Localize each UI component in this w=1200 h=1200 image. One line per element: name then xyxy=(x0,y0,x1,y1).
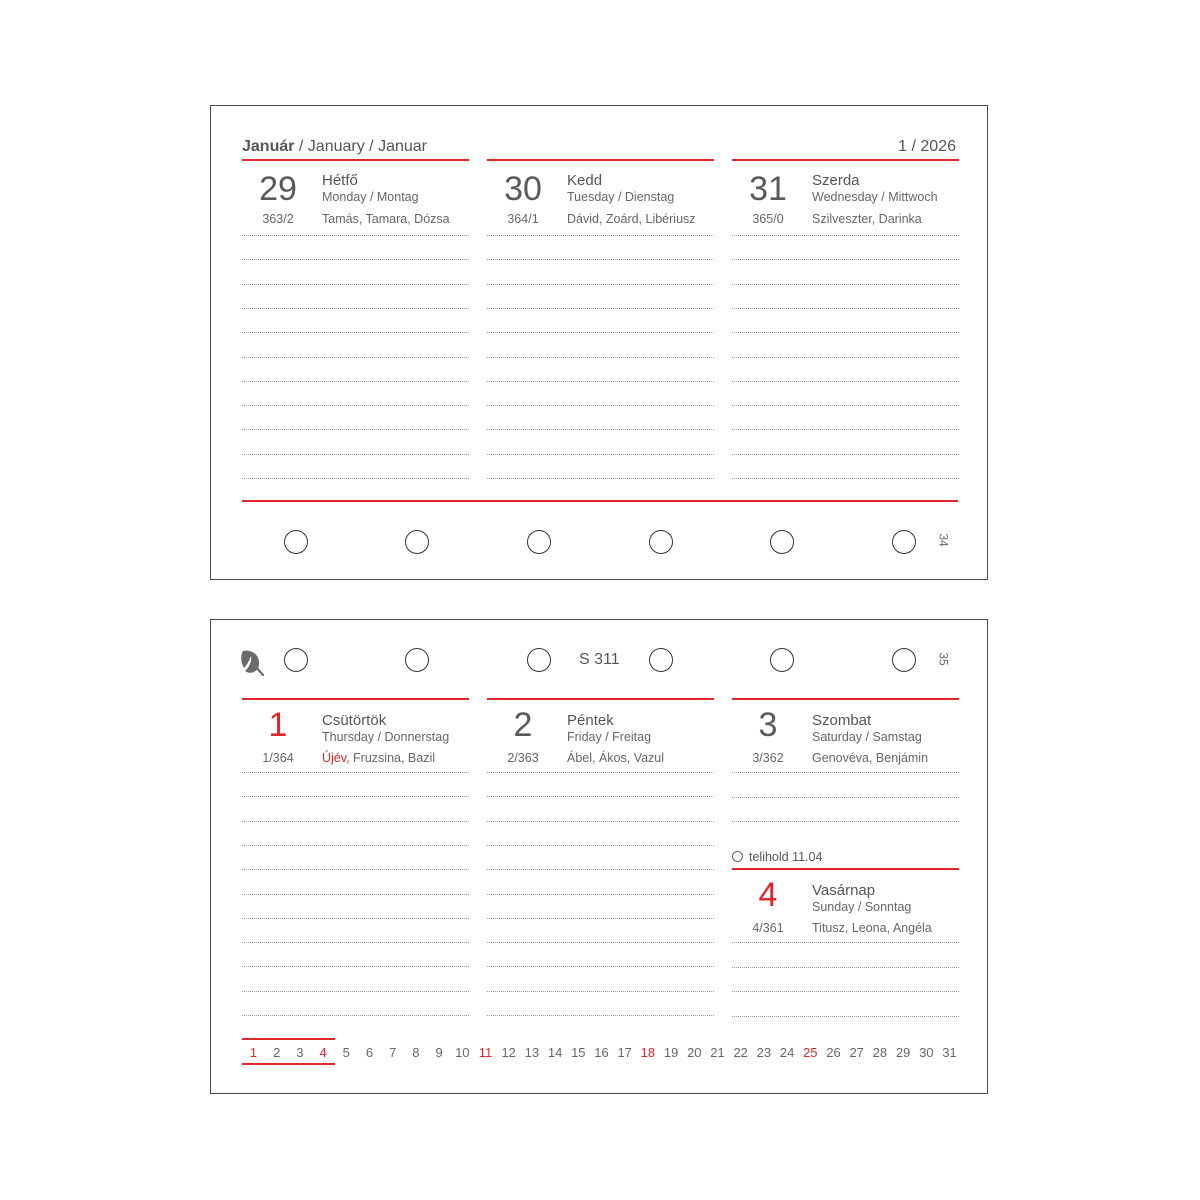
month-strip-day[interactable]: 19 xyxy=(663,1045,679,1060)
dotted-writing-line xyxy=(487,942,714,943)
dotted-writing-line xyxy=(242,284,469,285)
dotted-writing-line xyxy=(487,991,714,992)
dotted-writing-line xyxy=(487,332,714,333)
dotted-writing-line xyxy=(242,357,469,358)
day-of-year-code: 3/362 xyxy=(752,751,784,765)
month-strip-day[interactable]: 24 xyxy=(779,1045,795,1060)
name-days: Genovéva, Benjámin xyxy=(812,751,929,765)
dotted-writing-line xyxy=(487,845,714,846)
dotted-writing-line xyxy=(242,478,469,479)
punch-hole xyxy=(405,648,429,672)
day-name-hu: Kedd xyxy=(567,172,603,189)
day-column-2 xyxy=(487,698,714,1023)
month-strip-day[interactable]: 14 xyxy=(547,1045,563,1060)
current-week-marker-bottom xyxy=(242,1063,335,1065)
bottom-divider-red xyxy=(242,500,958,502)
name-days-text: Fruzsina, Bazil xyxy=(349,751,436,765)
month-strip-day[interactable]: 2 xyxy=(273,1045,281,1060)
month-translations: / January / Januar xyxy=(294,138,427,155)
day-of-year-code: 2/363 xyxy=(507,751,539,765)
dotted-writing-line xyxy=(487,357,714,358)
dotted-writing-line xyxy=(242,405,469,406)
day-name-hu: Szombat xyxy=(812,712,872,729)
day-number: 31 xyxy=(749,170,787,208)
day-divider-red xyxy=(242,159,469,161)
dotted-writing-line xyxy=(732,284,959,285)
day-column-30 xyxy=(487,159,714,489)
dotted-writing-line xyxy=(487,284,714,285)
month-strip-day[interactable]: 23 xyxy=(756,1045,772,1060)
dotted-writing-line xyxy=(487,381,714,382)
moon-phase-label: telihold 11.04 xyxy=(749,850,823,864)
punch-hole xyxy=(527,648,551,672)
page-number: 34 xyxy=(936,533,951,547)
day-name-en-de: Friday / Freitag xyxy=(567,730,652,744)
leaf-logo-icon xyxy=(240,647,264,677)
dotted-writing-line xyxy=(242,821,469,822)
dotted-writing-line xyxy=(732,429,959,430)
dotted-writing-line xyxy=(732,967,959,968)
dotted-writing-line xyxy=(487,772,714,773)
month-strip-day[interactable]: 11 xyxy=(478,1045,493,1060)
day-name-hu: Vasárnap xyxy=(812,882,876,899)
punch-hole xyxy=(284,530,308,554)
month-strip-day[interactable]: 29 xyxy=(895,1045,911,1060)
day-number: 29 xyxy=(259,170,297,208)
dotted-writing-line xyxy=(242,991,469,992)
day-divider-red xyxy=(732,159,959,161)
dotted-writing-line xyxy=(732,942,959,943)
month-strip-day[interactable]: 21 xyxy=(710,1045,725,1060)
moon-phase xyxy=(732,850,822,864)
dotted-writing-line xyxy=(732,797,959,798)
dotted-writing-line xyxy=(242,772,469,773)
dotted-writing-line xyxy=(242,845,469,846)
full-moon-icon xyxy=(732,851,743,862)
dotted-writing-line xyxy=(242,1015,469,1016)
dotted-writing-line xyxy=(242,332,469,333)
dotted-writing-line xyxy=(242,894,469,895)
day-divider-red xyxy=(732,698,959,700)
holiday-label: Újév, xyxy=(322,751,350,765)
page-number: 35 xyxy=(936,652,951,666)
dotted-writing-line xyxy=(487,796,714,797)
month-strip-day[interactable]: 17 xyxy=(617,1045,632,1060)
month-strip-day[interactable]: 22 xyxy=(733,1045,748,1060)
month-strip-day[interactable]: 5 xyxy=(342,1045,350,1060)
name-days: Ábel, Ákos, Vazul xyxy=(567,751,665,765)
month-strip-day[interactable]: 7 xyxy=(389,1045,397,1060)
dotted-writing-line xyxy=(242,869,469,870)
series-code: S 311 xyxy=(579,651,620,668)
day-column-1 xyxy=(242,698,469,1023)
dotted-writing-line xyxy=(487,429,714,430)
day-number: 3 xyxy=(758,706,778,744)
punch-hole xyxy=(284,648,308,672)
day-of-year-code: 1/364 xyxy=(262,751,294,765)
day-divider-red xyxy=(487,159,714,161)
dotted-writing-line xyxy=(487,966,714,967)
month-strip-day[interactable]: 15 xyxy=(571,1045,586,1060)
dotted-writing-line xyxy=(487,308,714,309)
punch-hole xyxy=(892,530,916,554)
day-of-year-code: 4/361 xyxy=(752,921,784,935)
dotted-writing-line xyxy=(487,259,714,260)
dotted-writing-line xyxy=(487,478,714,479)
month-header xyxy=(242,138,427,156)
day-column-3-4 xyxy=(732,698,959,1023)
day-name-hu: Péntek xyxy=(567,712,614,729)
day-number: 4 xyxy=(758,876,778,914)
day-name-en-de: Tuesday / Dienstag xyxy=(567,190,675,204)
month-strip-day[interactable]: 3 xyxy=(296,1045,304,1060)
month-hungarian: Január xyxy=(242,138,295,155)
day-number: 1 xyxy=(268,706,288,744)
dotted-writing-line xyxy=(487,454,714,455)
month-strip-day[interactable]: 31 xyxy=(942,1045,957,1060)
day-divider-red xyxy=(732,868,959,870)
month-strip-day[interactable]: 27 xyxy=(849,1045,864,1060)
day-of-year-code: 363/2 xyxy=(262,212,294,226)
punch-hole xyxy=(892,648,916,672)
dotted-writing-line xyxy=(242,429,469,430)
day-name-en-de: Monday / Montag xyxy=(322,190,419,204)
punch-hole xyxy=(770,530,794,554)
dotted-writing-line xyxy=(732,478,959,479)
dotted-writing-line xyxy=(732,381,959,382)
month-strip-day[interactable]: 8 xyxy=(412,1045,420,1060)
day-number: 2 xyxy=(513,706,533,744)
dotted-writing-line xyxy=(732,405,959,406)
day-name-en-de: Saturday / Samstag xyxy=(812,730,922,744)
day-column-29 xyxy=(242,159,469,489)
day-name-en-de: Thursday / Donnerstag xyxy=(322,730,450,744)
day-name-en-de: Sunday / Sonntag xyxy=(812,900,912,914)
dotted-writing-line xyxy=(732,259,959,260)
dotted-writing-line xyxy=(242,381,469,382)
current-week-marker-top xyxy=(242,1038,335,1040)
day-name-en-de: Wednesday / Mittwoch xyxy=(812,190,938,204)
name-days: Dávid, Zoárd, Libériusz xyxy=(567,212,696,226)
planner-page-bottom xyxy=(210,619,988,1094)
dotted-writing-line xyxy=(487,235,714,236)
month-day-strip xyxy=(242,1045,962,1065)
dotted-writing-line xyxy=(732,821,959,822)
month-strip-day[interactable]: 20 xyxy=(687,1045,702,1060)
month-strip-day[interactable]: 6 xyxy=(365,1045,374,1060)
month-strip-day[interactable]: 16 xyxy=(594,1045,609,1060)
month-strip-day[interactable]: 25 xyxy=(803,1045,818,1060)
dotted-writing-line xyxy=(487,894,714,895)
month-strip-day[interactable]: 28 xyxy=(872,1045,888,1060)
punch-hole xyxy=(649,648,673,672)
day-column-31 xyxy=(732,159,959,489)
dotted-writing-line xyxy=(732,235,959,236)
dotted-writing-line xyxy=(732,991,959,992)
month-strip-day[interactable]: 10 xyxy=(455,1045,470,1060)
punch-hole xyxy=(527,530,551,554)
dotted-writing-line xyxy=(487,869,714,870)
dotted-writing-line xyxy=(732,454,959,455)
dotted-writing-line xyxy=(242,308,469,309)
day-of-year-code: 365/0 xyxy=(752,212,784,226)
dotted-writing-line xyxy=(732,332,959,333)
dotted-writing-line xyxy=(242,796,469,797)
dotted-writing-line xyxy=(242,235,469,236)
month-strip-day[interactable]: 26 xyxy=(826,1045,841,1060)
dotted-writing-line xyxy=(242,918,469,919)
day-name-hu: Csütörtök xyxy=(322,712,387,729)
day-divider-red xyxy=(242,698,469,700)
day-number: 30 xyxy=(504,170,542,208)
dotted-writing-line xyxy=(242,942,469,943)
month-strip-day[interactable]: 4 xyxy=(319,1045,327,1060)
dotted-writing-line xyxy=(242,259,469,260)
punch-hole xyxy=(649,530,673,554)
name-days: Szilveszter, Darinka xyxy=(812,212,922,226)
month-strip-day[interactable]: 9 xyxy=(435,1045,443,1060)
week-label: 1 / 2026 xyxy=(898,138,956,155)
dotted-writing-line xyxy=(242,454,469,455)
month-strip-day[interactable]: 1 xyxy=(249,1045,258,1060)
name-days: Titusz, Leona, Angéla xyxy=(812,921,932,935)
dotted-writing-line xyxy=(487,405,714,406)
day-name-hu: Szerda xyxy=(812,172,860,189)
name-days xyxy=(322,751,435,765)
month-strip-day[interactable]: 18 xyxy=(640,1045,656,1060)
day-divider-red xyxy=(487,698,714,700)
day-name-hu: Hétfő xyxy=(322,172,358,189)
month-strip-day[interactable]: 13 xyxy=(524,1045,540,1060)
dotted-writing-line xyxy=(487,918,714,919)
month-strip-day[interactable]: 30 xyxy=(919,1045,934,1060)
name-days: Tamás, Tamara, Dózsa xyxy=(322,212,450,226)
dotted-writing-line xyxy=(732,357,959,358)
planner-page-top xyxy=(210,105,988,580)
dotted-writing-line xyxy=(487,1015,714,1016)
dotted-writing-line xyxy=(732,772,959,773)
punch-hole xyxy=(770,648,794,672)
dotted-writing-line xyxy=(242,966,469,967)
punch-hole xyxy=(405,530,429,554)
dotted-writing-line xyxy=(487,821,714,822)
day-of-year-code: 364/1 xyxy=(507,212,539,226)
dotted-writing-line xyxy=(732,308,959,309)
month-strip-day[interactable]: 12 xyxy=(501,1045,516,1060)
dotted-writing-line xyxy=(732,1016,959,1017)
